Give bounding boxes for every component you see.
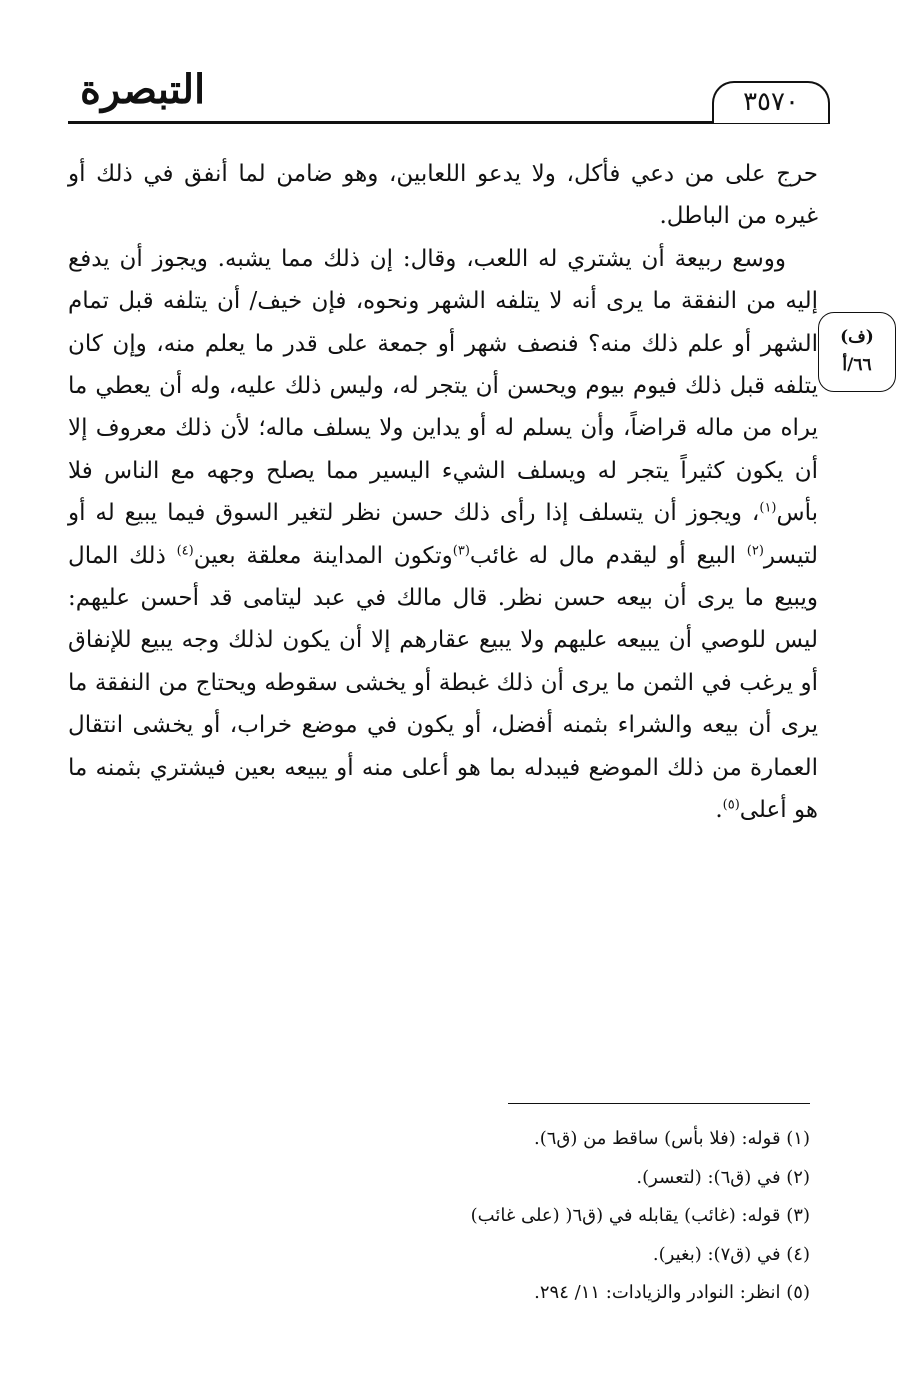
paragraph-2-end: . [715, 797, 723, 824]
footnote-ref-2: (٢) [746, 543, 764, 558]
paragraph-2-text-b: ، ويجوز أن يتسلف إذا رأى ذلك حسن نظر لتغير السوق فيما يبيع له أو لتيسر [68, 500, 819, 569]
page-number-badge [712, 81, 830, 123]
paragraph-2-text-d: وتكون المداينة معلقة بعين [193, 542, 453, 569]
paragraph-1-text: حرج على من دعي فأكل، ولا يدعو اللعابين، وهو ضامن لما أنفق في ذلك أو غيره من الباطل. [68, 161, 818, 230]
footnote-4: (٤) في (ق٧): (بغير). [652, 1243, 810, 1265]
manuscript-folio-marker [818, 312, 896, 392]
main-text [68, 153, 818, 832]
paragraph-1 [68, 153, 818, 238]
footnote-separator [508, 1103, 810, 1104]
footnote-ref-5: (٥) [722, 797, 740, 813]
footnote-ref-3: (٣) [452, 543, 470, 558]
footnote-ref-1: (١) [759, 500, 777, 516]
footnote-ref-4: (٤) [176, 543, 194, 558]
paragraph-2-text-c: البيع أو ليقدم مال له غائب [469, 542, 747, 569]
footnote-5: (٥) انظر: النوادر والزيادات: ١١/ ٢٩٤. [534, 1282, 810, 1303]
footnote-2: (٢) في (ق٦): (لتعسر). [636, 1166, 810, 1188]
paragraph-2-text-a: ووسع ربيعة أن يشتري له اللعب، وقال: إن ذلك مما يشبه. ويجوز أن يدفع إليه من النفقة ما يرى أنه لا يتلفه الشهر ونحوه، فإن خيف/ أن يتلفه قبل تمام الشهر أو علم ذلك منه؟ فنصف شهر أو جمعة على قدر ما يعلم منه، وإن كان يتلفه قبل ذلك فيوم بيوم ويحسن أن يتجر له، وليس ذلك عليه، وله أن يعطي ما يراه من ماله قراضاً، وأن يسلم له أو يداين ولا يسلف ماله؛ لأن ذلك معروف إلا أن يكون كثيراً يتجر له ويسلف الشيء اليسير مما يصلح وجهه مع الناس فلا بأس [68, 245, 818, 527]
book-title: التبصرة [80, 66, 206, 113]
paragraph-2-text-e: ذلك المال ويبيع ما يرى أن بيعه حسن نظر. قال مالك في عبد ليتامى قد أحسن عليهم: ليس للوصي أن يبيعه عليهم ولا يبيع عقارهم إلا أن يكون لذلك وجه يبيع للإنفاق أو يرغب في الثمن ما يرى أن ذلك غبطة أو يخشى سقوطه ويحتاج من النفقة ما يرى أن بيعه والشراء بثمنه أفضل، أو يكون في موضع خراب، أو يخشى انتقال العمارة من ذلك الموضع فيبدله بما هو أعلى منه أو يبيعه بعين فيشتري بثمنه ما هو أعلى [68, 542, 819, 824]
folio-label: (ف) [840, 327, 874, 347]
footnote-1: (١) قوله: (فلا بأس) ساقط من (ق٦). [533, 1128, 810, 1149]
folio-number: ٦٦/أ [842, 355, 872, 375]
footnotes [200, 1120, 810, 1313]
page-number: ٣٥٧٠ [743, 87, 799, 117]
page-header [68, 55, 830, 135]
footnote-3: (٣) قوله: (غائب) يقابله في (ق٦( (على غائب) [470, 1205, 810, 1226]
paragraph-2 [68, 238, 818, 832]
